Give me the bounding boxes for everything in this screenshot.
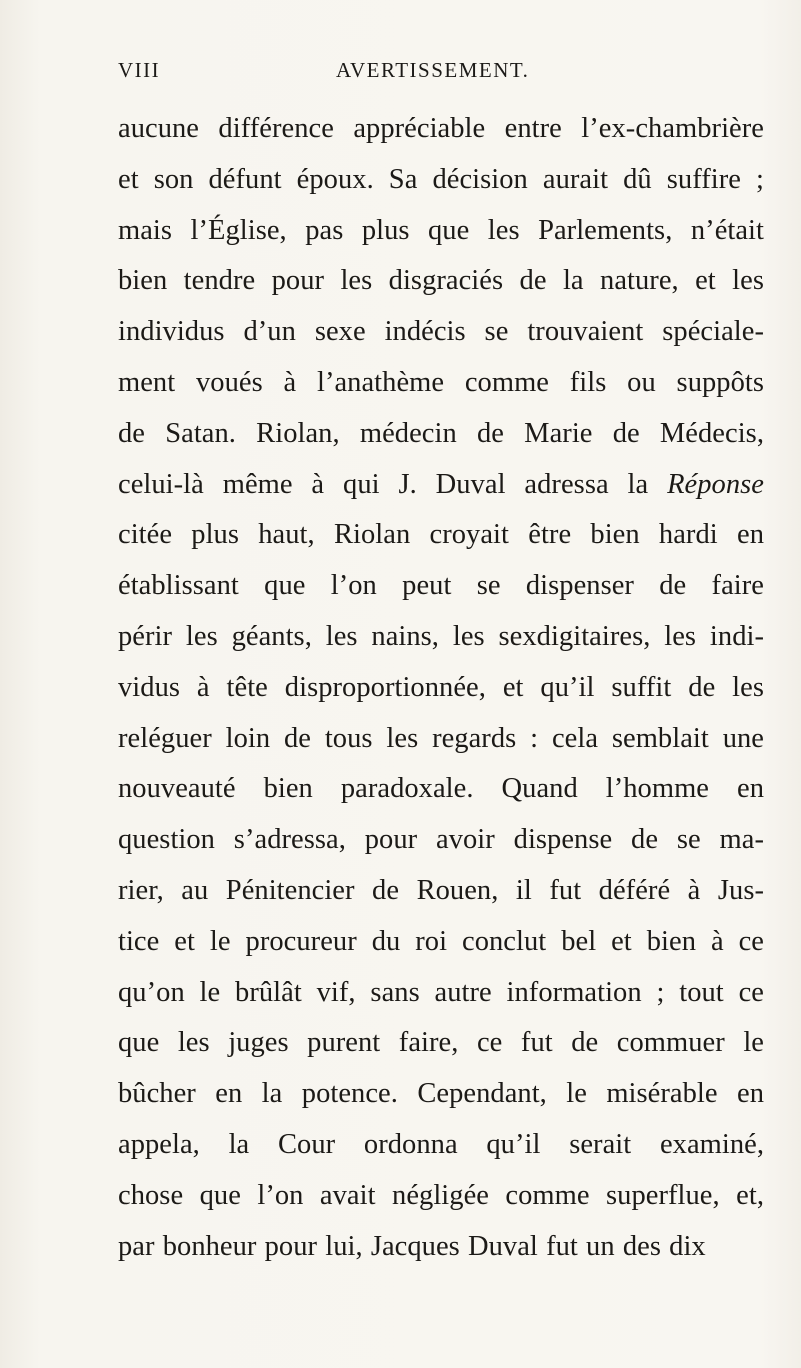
text-line: bien tendre pour les disgraciés de la nature, et les (118, 265, 764, 297)
text-line: vidus à tête disproportionnée, et qu’il suffit de les (118, 671, 764, 703)
text-line: rier, au Pénitencier de Rouen, il fut déféré à Jus- (118, 874, 764, 906)
text-line: tice et le procureur du roi conclut bel et bien à ce (118, 925, 764, 957)
text-line: bûcher en la potence. Cependant, le misérable en (118, 1078, 764, 1110)
text-line: reléguer loin de tous les regards : cela semblait une (118, 722, 764, 754)
text-line: qu’on le brûlât vif, sans autre information ; tout ce (118, 976, 764, 1008)
text-line: et son défunt époux. Sa décision aurait dû suffire ; (118, 163, 764, 195)
text-line-segment: celui-là même à qui J. Duval adressa la (118, 468, 649, 500)
page-number: VIII (118, 58, 161, 82)
text-line: question s’adressa, pour avoir dispense de se ma- (118, 824, 764, 856)
text-line: aucune différence appréciable entre l’ex-chambrière (118, 113, 764, 144)
text-line: nouveauté bien paradoxale. Quand l’homme en (118, 773, 764, 805)
running-head-title: AVERTISSEMENT. (336, 58, 530, 82)
text-line: de Satan. Riolan, médecin de Marie de Médecis, (118, 417, 764, 449)
text-line: que les juges purent faire, ce fut de commuer le (118, 1027, 764, 1059)
text-line: ment voués à l’anathème comme fils ou suppôts (118, 366, 764, 398)
text-line: chose que l’on avait négligée comme superflue, et, (118, 1179, 764, 1211)
text-line-with-italic (118, 460, 764, 511)
text-line: individus d’un sexe indécis se trouvaient spéciale- (118, 316, 764, 348)
text-line: établissant que l’on peut se dispenser de faire (118, 570, 764, 602)
body-text (118, 104, 764, 1272)
text-line: appela, la Cour ordonna qu’il serait examiné, (118, 1128, 764, 1160)
text-line: périr les géants, les nains, les sexdigitaires, les indi- (118, 620, 764, 652)
text-line: citée plus haut, Riolan croyait être bien hardi en (118, 519, 764, 551)
text-line: par bonheur pour lui, Jacques Duval fut un des dix (118, 1230, 706, 1262)
running-head (118, 58, 748, 88)
text-line: mais l’Église, pas plus que les Parlements, n’était (118, 214, 764, 246)
italic-title-reponse: Réponse (667, 468, 764, 500)
